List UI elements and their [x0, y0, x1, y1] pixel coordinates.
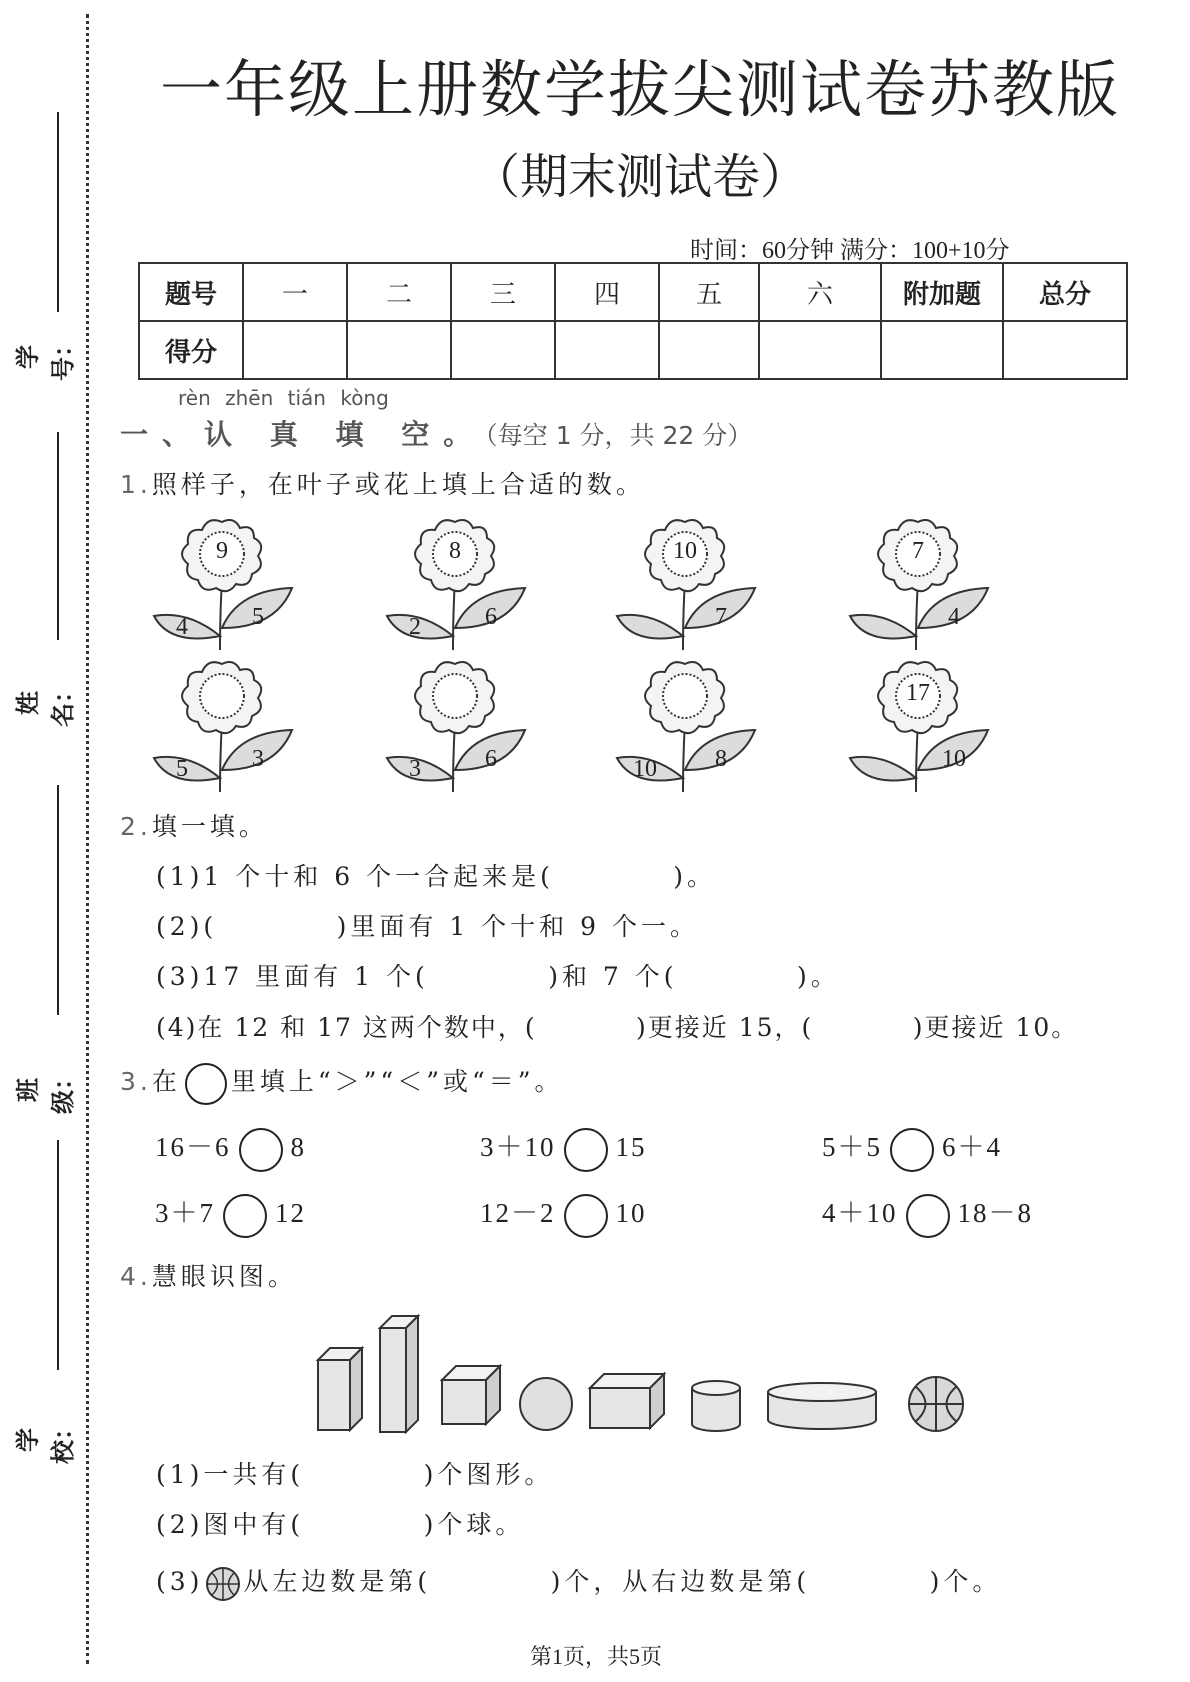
flat-cuboid-icon: [590, 1374, 664, 1428]
score-input-cell[interactable]: [881, 321, 1003, 379]
shapes-figure: [300, 1300, 1020, 1440]
q4-item3-text: 从左边数是第( )个，从右边数是第( )个。: [243, 1567, 1002, 1596]
leaf-right-number: 10: [942, 746, 966, 772]
binding-dashed-line: [86, 14, 89, 1664]
score-cell: 题号: [139, 263, 243, 321]
q3-number: 3.: [120, 1067, 152, 1096]
q2-item: (1)1 个十和 6 个一合起来是( )。: [156, 862, 717, 891]
answer-circle[interactable]: [239, 1128, 283, 1172]
leaf-right-number: 4: [948, 604, 960, 630]
q4-item3-prefix: (3): [156, 1567, 204, 1596]
tall-cuboid-icon: [380, 1316, 418, 1432]
page-title: 一年级上册数学拔尖测试卷苏教版: [159, 53, 1120, 126]
name-line: [57, 432, 59, 640]
leaf-left-shape: [850, 615, 916, 639]
page-subtitle: （期末测试卷）: [471, 149, 808, 205]
answer-circle[interactable]: [564, 1128, 608, 1172]
cylinder-icon: [692, 1381, 740, 1431]
q3-text-a: 在: [151, 1067, 181, 1096]
leaf-left-number: 3: [409, 756, 421, 782]
section-pinyin: rèn zhēn tián kòng: [178, 386, 389, 410]
leaf-right-number: 5: [252, 604, 264, 630]
compare-right: 10: [615, 1198, 647, 1228]
leaf-left-shape: [850, 757, 916, 781]
q2-item: (3)17 里面有 1 个( )和 7 个( )。: [156, 962, 840, 991]
flower: [383, 518, 533, 653]
page-footer: 第1页，共5页: [530, 1644, 663, 1669]
leaf-left-number: 5: [176, 756, 188, 782]
basketball-icon: [909, 1377, 963, 1431]
flower: [150, 660, 300, 795]
compare-left: 3＋10: [480, 1132, 556, 1162]
flower-top-number: 17: [906, 680, 930, 706]
score-input-cell[interactable]: [451, 321, 555, 379]
q4-item: (1)一共有( )个图形。: [156, 1460, 554, 1489]
flower-center: [200, 674, 244, 718]
flower: [150, 518, 300, 653]
score-cell: 附加题: [881, 263, 1003, 321]
compare-right: 18－8: [957, 1198, 1033, 1228]
flower-center: [433, 674, 477, 718]
q1-number: 1.: [120, 470, 152, 499]
q3-text-b: 里填上“＞”“＜”或“＝”。: [230, 1067, 564, 1096]
compare-item: [155, 1191, 306, 1238]
student-no-line: [57, 112, 59, 312]
leaf-left-number: 10: [633, 756, 657, 782]
score-input-cell[interactable]: [243, 321, 347, 379]
class-line: [57, 785, 59, 1015]
compare-left: 5＋5: [822, 1132, 882, 1162]
score-table-header-row: [139, 263, 1127, 321]
q4-text: 慧眼识图。: [151, 1262, 297, 1291]
score-input-cell[interactable]: [347, 321, 451, 379]
circle-icon: [185, 1063, 227, 1105]
q2-item: (4)在 12 和 17 这两个数中，( )更接近 15，( )更接近 10。: [156, 1013, 1079, 1042]
score-cell: 六: [759, 263, 881, 321]
leaf-right-number: 7: [715, 604, 727, 630]
basketball-icon: [205, 1566, 241, 1602]
compare-left: 12－2: [480, 1198, 556, 1228]
leaf-right-number: 6: [485, 746, 497, 772]
score-input-cell[interactable]: [659, 321, 759, 379]
school-line: [57, 1140, 59, 1370]
q1-heading: [120, 465, 645, 501]
flower: [846, 518, 996, 653]
school-label: 学校：: [14, 1416, 77, 1464]
student-no-label: 学号：: [14, 333, 77, 381]
leaf-left-shape: [617, 615, 683, 639]
score-cell: 三: [451, 263, 555, 321]
section-1-heading: [120, 413, 752, 453]
flower-top-number: 8: [449, 538, 461, 564]
flower-top-number: 7: [912, 538, 924, 564]
score-input-cell[interactable]: [759, 321, 881, 379]
score-cell: 四: [555, 263, 659, 321]
answer-circle[interactable]: [906, 1194, 950, 1238]
score-table: [138, 262, 1128, 380]
flower-top-number: 10: [673, 538, 697, 564]
score-input-cell[interactable]: [1003, 321, 1127, 379]
compare-item: [155, 1125, 306, 1172]
name-label: 姓名：: [14, 679, 77, 727]
q4-number: 4.: [120, 1262, 152, 1291]
leaf-right-number: 8: [715, 746, 727, 772]
score-input-cell[interactable]: [555, 321, 659, 379]
leaf-left-number: 2: [409, 614, 421, 640]
score-cell: 总分: [1003, 263, 1127, 321]
section-1-note: （每空 1 分，共 22 分）: [485, 421, 753, 450]
sphere-icon: [520, 1378, 572, 1430]
cuboid-icon: [318, 1348, 362, 1430]
leaf-left-number: 4: [176, 614, 188, 640]
q2-text: 填一填。: [151, 812, 268, 841]
q3-heading: [120, 1062, 564, 1105]
section-1-title: 一、认 真 填 空。: [120, 418, 486, 451]
q1-text: 照样子，在叶子或花上填上合适的数。: [151, 470, 645, 499]
score-row-label: 得分: [139, 321, 243, 379]
flower-top-number: 9: [216, 538, 228, 564]
flat-cylinder-icon: [768, 1383, 876, 1429]
leaf-right-number: 3: [252, 746, 264, 772]
flower-center: [663, 674, 707, 718]
time-info: 时间：60分钟 满分：100+10分: [690, 238, 1010, 264]
compare-item: [480, 1125, 647, 1172]
compare-item: [480, 1191, 647, 1238]
compare-item: [822, 1191, 1033, 1238]
compare-right: 15: [615, 1132, 647, 1162]
compare-left: 3＋7: [155, 1198, 215, 1228]
flower: [846, 660, 996, 795]
flower: [383, 660, 533, 795]
q2-item: (2)( )里面有 1 个十和 9 个一。: [156, 912, 699, 941]
cube-icon: [442, 1366, 500, 1424]
q2-number: 2.: [120, 812, 152, 841]
compare-left: 4＋10: [822, 1198, 898, 1228]
score-cell: 一: [243, 263, 347, 321]
compare-right: 8: [290, 1132, 306, 1162]
compare-right: 6＋4: [942, 1132, 1002, 1162]
compare-item: [822, 1125, 1002, 1172]
compare-right: 12: [275, 1198, 306, 1228]
q4-item-3: [156, 1562, 1001, 1602]
answer-circle[interactable]: [223, 1194, 267, 1238]
q4-heading: [120, 1257, 297, 1293]
q2-heading: [120, 807, 268, 843]
score-cell: 二: [347, 263, 451, 321]
answer-circle[interactable]: [564, 1194, 608, 1238]
class-label: 班级：: [14, 1066, 77, 1114]
answer-circle[interactable]: [890, 1128, 934, 1172]
flower: [613, 660, 763, 795]
flower: [613, 518, 763, 653]
score-table-score-row: [139, 321, 1127, 379]
q4-item: (2)图中有( )个球。: [156, 1510, 525, 1539]
compare-left: 16－6: [155, 1132, 231, 1162]
score-cell: 五: [659, 263, 759, 321]
leaf-right-number: 6: [485, 604, 497, 630]
